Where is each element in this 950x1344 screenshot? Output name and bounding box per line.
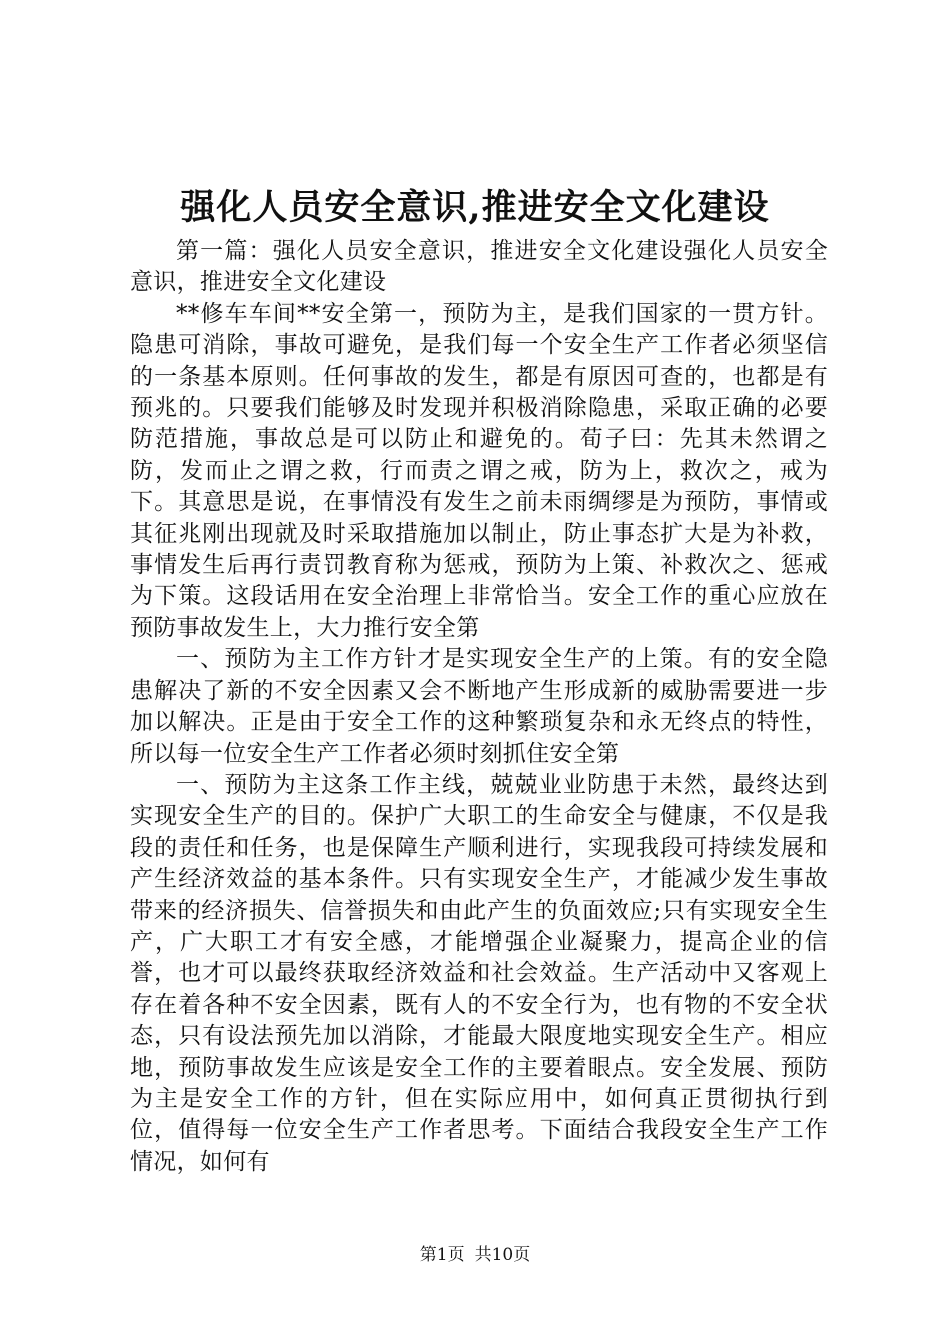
paragraph-2: **修车车间**安全第一，预防为主，是我们国家的一贯方针。隐患可消除，事故可避免，是我们每一个安全生产工作者必须坚信的一条基本原则。任何事故的发生，都是有原因可查的，也都是有预兆的。只要我们能够及时发现并积极消除隐患，采取正确的必要防范措施，事故总是可以防止和避免的。荀子曰：先其未然谓之防，发而止之谓之救，行而责之谓之戒，防为上，救次之，戒为下。其意思是说，在事情没有发生之前未雨绸缪是为预防，事情或其征兆刚出现就及时采取措施加以制止，防止事态扩大是为补救，事情发生后再行责罚教育称为惩戒，预防为上策、补救次之、惩戒为下策。这段话用在安全治理上非常恰当。安全工作的重心应放在预防事故发生上，大力推行安全第 [130,300,828,641]
paragraph-1: 第一篇：强化人员安全意识，推进安全文化建设强化人员安全意识，推进安全文化建设 [130,238,828,296]
paragraph-4: 一、预防为主这条工作主线，兢兢业业防患于未然，最终达到实现安全生产的目的。保护广大职工的生命安全与健康，不仅是我段的责任和任务，也是保障生产顺利进行，实现我段可持续发展和产生经济效益的基本条件。只有实现安全生产，才能减少发生事故带来的经济损失、信誉损失和由此产生的负面效应;只有实现安全生产，广大职工才有安全感，才能增强企业凝聚力，提高企业的信誉，也才可以最终获取经济效益和社会效益。生产活动中又客观上存在着各种不安全因素，既有人的不安全行为，也有物的不安全状态，只有设法预先加以消除，才能最大限度地实现安全生产。相应地，预防事故发生应该是安全工作的主要着眼点。安全发展、预防为主是安全工作的方针，但在实际应用中，如何真正贯彻执行到位，值得每一位安全生产工作者思考。下面结合我段安全生产工作情况，如何有 [130,771,828,1175]
paragraph-3: 一、预防为主工作方针才是实现安全生产的上策。有的安全隐患解决了新的不安全因素又会不断地产生形成新的威胁需要进一步加以解决。正是由于安全工作的这种繁琐复杂和永无终点的特性，所以每一位安全生产工作者必须时刻抓住安全第 [130,646,828,767]
page-total: 共10页 [474,1245,531,1265]
document-body [130,236,828,1178]
page-number: 第1页 [419,1245,465,1265]
page-footer [0,1243,950,1267]
document-title: 强化人员安全意识,推进安全文化建设 [180,187,770,228]
